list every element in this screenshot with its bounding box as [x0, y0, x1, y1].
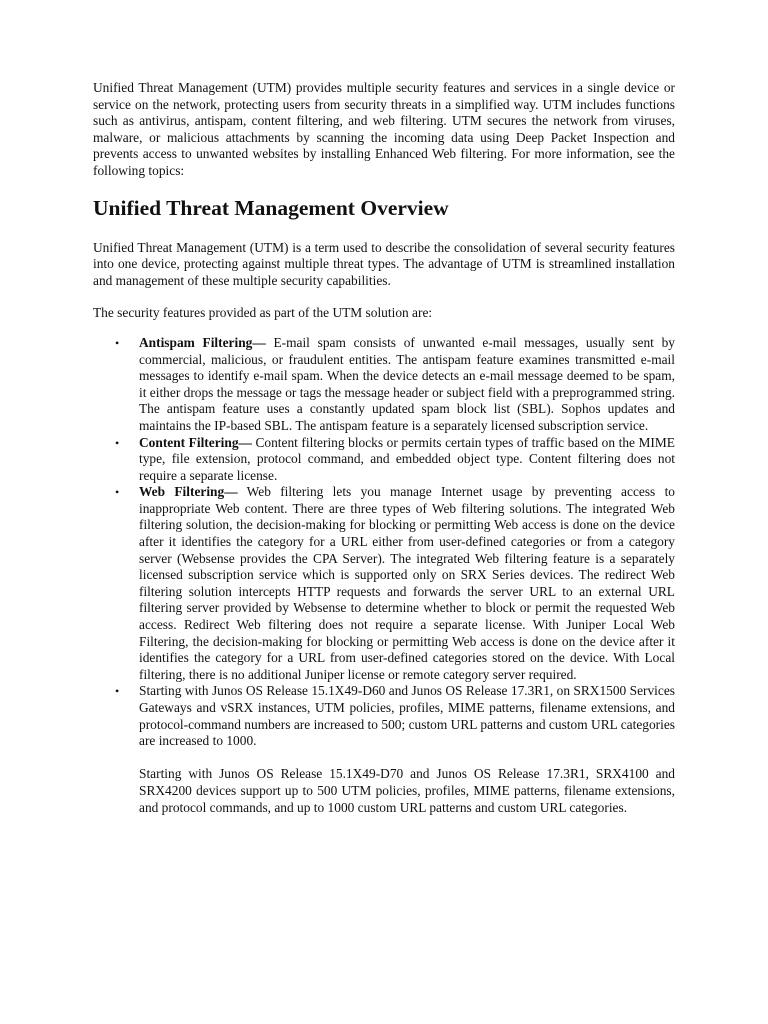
bullet-icon: • [115, 485, 120, 500]
item-title: Content Filtering— [139, 434, 252, 450]
bullet-icon: • [115, 684, 120, 699]
list-item-release-notes [115, 683, 675, 816]
item-extra-paragraph: Starting with Junos OS Release 15.1X49-D70 and Junos OS Release 17.3R1, SRX4100 and SRX4200 devices support up to 500 UTM policies, profiles, MIME patterns, filename extensions, and protocol commands, and up to 1000 custom URL patterns and custom URL categories. [139, 766, 675, 815]
list-item-antispam-filtering [115, 334, 675, 435]
intro-paragraph: Unified Threat Management (UTM) provides multiple security features and services in a single device or service on the network, protecting users from security threats in a simplified way. UTM includes functions such as antivirus, antispam, content filtering, and web filtering. UTM secures the network from viruses, malware, or malicious attachments by scanning the incoming data using Deep Packet Inspection and prevents access to unwanted websites by installing Enhanced Web filtering. For more information, see the following topics: [93, 80, 675, 178]
list-item-content-filtering [115, 434, 675, 485]
item-title: Antispam Filtering— [139, 334, 266, 350]
item-text: E-mail spam consists of unwanted e-mail messages, usually sent by commercial, malicious, or fraudulent entities. The antispam feature examines transmitted e-mail messages to identify e-mail spam. When the device detects an e-mail message deemed to be spam, it either drops the message or tags the message header or subject field with a preprogrammed string. The antispam feature uses a constantly updated spam block list (SBL). Sophos updates and maintains the IP-based SBL. The antispam feature is a separately licensed subscription service. [139, 334, 675, 433]
document-page [93, 80, 675, 816]
bullet-icon: • [115, 435, 120, 450]
list-item-web-filtering [115, 484, 675, 683]
item-text: Web filtering lets you manage Internet usage by preventing access to inappropriate Web content. There are three types of Web filtering solutions. The integrated Web filtering solution, the decision-making for blocking or permitting Web access is done on the device after it identifies the category for a URL either from user-defined categories or from a category server (Websense provides the CPA Server). The integrated Web filtering feature is a separately licensed subscription service which is supported only on SRX Series devices. The redirect Web filtering solution intercepts HTTP requests and forwards the server URL to an external URL filtering server provided by Websense to determine whether to block or permit the requested Web access. Redirect Web filtering does not require a separate license. With Juniper Local Web Filtering, the decision-making for blocking or permitting Web access is done on the device after it identifies the category for a URL from user-defined categories stored on the device. With Local filtering, there is no additional Juniper license or remote category server required. [139, 484, 675, 682]
overview-paragraph: Unified Threat Management (UTM) is a term used to describe the consolidation of several security features into one device, protecting against multiple threat types. The advantage of UTM is streamlined installation and management of these multiple security capabilities. [93, 239, 675, 288]
item-title: Web Filtering— [139, 484, 238, 500]
feature-list [93, 335, 675, 816]
item-text: Content filtering blocks or permits certain types of traffic based on the MIME type, file extension, protocol command, and embedded object type. Content filtering does not require a separate license. [139, 434, 675, 483]
item-text: Starting with Junos OS Release 15.1X49-D60 and Junos OS Release 17.3R1, on SRX1500 Services Gateways and vSRX instances, UTM policies, profiles, MIME patterns, filename extensions, and protocol-command numbers are increased to 500; custom URL patterns and custom URL categories are increased to 1000. [139, 683, 675, 749]
section-heading: Unified Threat Management Overview [93, 195, 449, 220]
features-intro-paragraph: The security features provided as part of the UTM solution are: [93, 305, 433, 321]
bullet-icon: • [115, 335, 120, 350]
